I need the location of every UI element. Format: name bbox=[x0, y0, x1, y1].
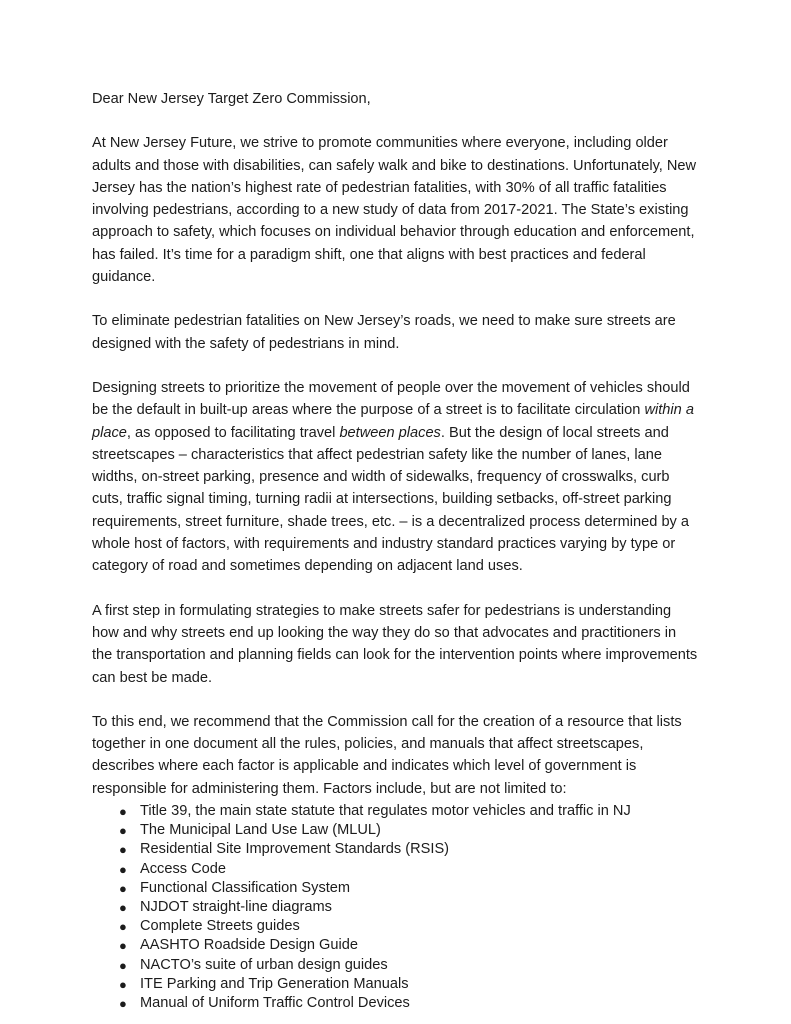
bullet-icon: ● bbox=[119, 804, 127, 820]
list-item-label: Complete Streets guides bbox=[140, 918, 300, 935]
bullet-icon: ● bbox=[119, 976, 127, 992]
factors-list-wrapper bbox=[92, 802, 698, 1013]
designing-streets-run-3: , as opposed to facilitating travel bbox=[126, 424, 340, 441]
list-item-label: AASHTO Roadside Design Guide bbox=[140, 937, 358, 954]
letter-body bbox=[92, 88, 698, 1013]
designing-streets-run-1: Designing streets to prioritize the movement of people over the movement of vehicles should be the default in built-up areas where the purpose of a street is to facilitate circulation bbox=[92, 379, 690, 419]
list-item bbox=[92, 879, 698, 898]
list-item bbox=[92, 975, 698, 994]
list-item-label: Access Code bbox=[140, 860, 226, 877]
salutation: Dear New Jersey Target Zero Commission, bbox=[92, 91, 371, 107]
list-item-label: Functional Classification System bbox=[140, 879, 351, 896]
paragraph-first-step-text: A first step in formulating strategies to make streets safer for pedestrians is understanding how and why streets end up looking the way they do so that advocates and practitioners in the transportation and planning fields can look for the intervention points where improvements can best be made. bbox=[92, 602, 698, 686]
list-item bbox=[92, 936, 698, 955]
emphasis-within-a-place: within a place bbox=[92, 402, 694, 441]
list-item bbox=[92, 898, 698, 917]
bullet-icon: ● bbox=[119, 919, 127, 935]
designing-streets-run-5: . But the design of local streets and streetscapes – characteristics that affect pedestrian safety like the number of lanes, lane widths, on-street parking, presence and width of sidewalks, frequency of crosswalks, curb cuts, traffic signal timing, turning radii at intersections, building setbacks, off-street parking requirements, street furniture, shade trees, etc. – is a decentralized process determined by a whole host of factors, with requirements and industry standard practices varying by type or category of road and sometimes depending on adjacent land uses. bbox=[92, 424, 690, 575]
list-item bbox=[92, 917, 698, 936]
list-item-label: Manual of Uniform Traffic Control Devices bbox=[140, 995, 410, 1012]
bullet-icon: ● bbox=[119, 861, 127, 877]
bullet-icon: ● bbox=[119, 880, 127, 896]
list-item bbox=[92, 821, 698, 840]
bullet-icon: ● bbox=[119, 842, 127, 858]
paragraph-eliminate-fatalities bbox=[92, 310, 698, 355]
list-item-label: Title 39, the main state statute that regulates motor vehicles and traffic in NJ bbox=[140, 803, 631, 820]
paragraph-designing-streets bbox=[92, 377, 698, 578]
list-item bbox=[92, 860, 698, 879]
list-item bbox=[92, 802, 698, 821]
list-item-label: The Municipal Land Use Law (MLUL) bbox=[140, 822, 381, 839]
list-item bbox=[92, 994, 698, 1013]
bullet-icon: ● bbox=[119, 823, 127, 839]
list-item-label: Residential Site Improvement Standards (RSIS) bbox=[140, 841, 450, 858]
list-item-label: NACTO’s suite of urban design guides bbox=[140, 956, 388, 973]
paragraph-intro-text: At New Jersey Future, we strive to promote communities where everyone, including older adults and those with disabilities, can safely walk and bike to destinations. Unfortunately, New Jersey has the nation’s highest rate of pedestrian fatalities, with 30% of all traffic fatalities involving pedestrians, according to a new study of data from 2017-2021. The State’s existing approach to safety, which focuses on individual behavior through education and enforcement, has failed. It’s time for a paradigm shift, one that aligns with best practices and federal guidance. bbox=[92, 135, 697, 286]
bullet-icon: ● bbox=[119, 900, 127, 916]
paragraph-first-step bbox=[92, 600, 698, 689]
paragraph-recommendation-text: To this end, we recommend that the Commission call for the creation of a resource that lists together in one document all the rules, policies, and manuals that affect streetscapes, describes where each factor is applicable and indicates which level of government is responsible for administering them. Factors include, but are not limited to: bbox=[92, 713, 682, 797]
list-item bbox=[92, 840, 698, 859]
paragraph-recommendation bbox=[92, 711, 698, 800]
list-item bbox=[92, 956, 698, 975]
factors-list bbox=[92, 802, 698, 1013]
paragraph-eliminate-fatalities-text: To eliminate pedestrian fatalities on New Jersey’s roads, we need to make sure streets are designed with the safety of pedestrians in mind. bbox=[92, 313, 676, 352]
bullet-icon: ● bbox=[119, 938, 127, 954]
bullet-icon: ● bbox=[119, 996, 127, 1012]
bullet-icon: ● bbox=[119, 957, 127, 973]
emphasis-between-places: between places bbox=[339, 424, 441, 441]
list-item-label: ITE Parking and Trip Generation Manuals bbox=[140, 975, 409, 992]
paragraph-intro bbox=[92, 132, 698, 288]
list-item-label: NJDOT straight-line diagrams bbox=[140, 899, 332, 916]
